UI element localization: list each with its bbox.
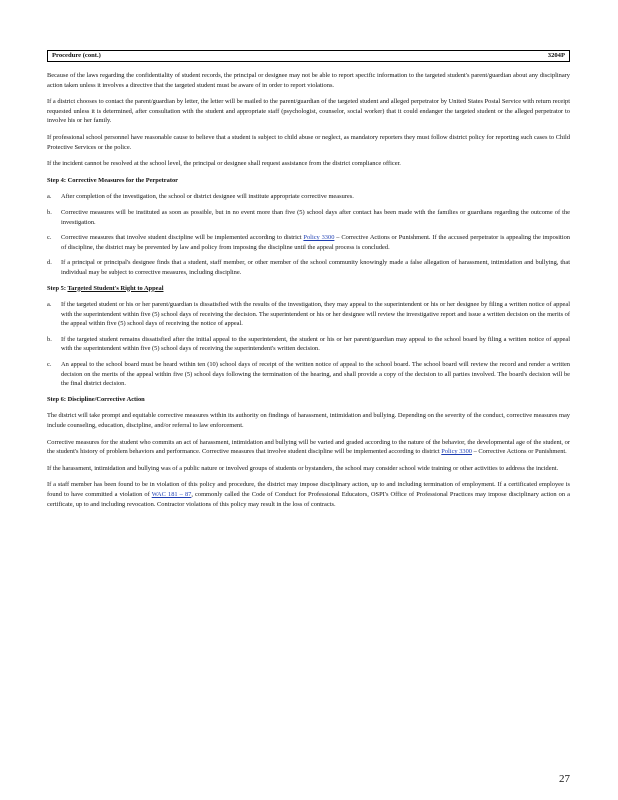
- text-before-link: Corrective measures for the student who commits an act of harassment, intimidation and bullying will be varied and graded according to the nature of the behavior, the developmental age of the student, or the student's history of problem behaviors and performance. Corrective measures that involve student discipline will be implemented according to district: [47, 438, 570, 456]
- paragraph-graded-measures: [47, 438, 570, 457]
- list-item: [47, 192, 570, 202]
- paragraph-school-wide-training: If the harassment, intimidation and bullying was of a public nature or involved groups of students or bystanders, the school may consider school wide training or other activities to address the incident.: [47, 464, 559, 472]
- text-before-link: If a staff member has been found to be in violation of this policy and procedure, the district may impose disciplinary action, up to and including termination of employment. If a certificated employee is found to have committed a violation of: [47, 481, 570, 498]
- list-item: [47, 300, 570, 329]
- list-item-text: [61, 233, 570, 252]
- list-item-text: After completion of the investigation, the school or district designee will institute appropriate corrective measures.: [61, 193, 354, 201]
- page-number: 27: [559, 773, 570, 785]
- list-item-text: Corrective measures will be instituted as soon as possible, but in no event more than five (5) school days after contact has been made with the families or guardians regarding the outcome of the investigation.: [61, 208, 570, 226]
- step-5-label: Step 5:: [47, 284, 66, 292]
- list-item-text: If the targeted student or his or her parent/guardian is dissatisfied with the results of the investigation, they may appeal to the superintendent or his or her designee by filing a written notice of appeal with the superintendent within five (5) school days of receiving the decision. The superintendent or his or her designee will review the investigative report and issue a written decision on the merits of the appeal within five (5) school days of receiving the notice of appeal.: [61, 301, 570, 328]
- paragraph-confidentiality: Because of the laws regarding the confidentiality of student records, the principal or designee may not be able to report specific information to the targeted student's parent/guardian about any disciplinary action taken unless it involves a directive that the targeted student must be aware of in order to report violations.: [47, 72, 570, 89]
- list-marker: c.: [47, 234, 52, 242]
- list-marker: a.: [47, 301, 52, 309]
- list-item: [47, 208, 570, 227]
- step-4-title: Corrective Measures for the Perpetrator: [67, 176, 178, 184]
- list-marker: b.: [47, 335, 52, 343]
- step-4-label: Step 4:: [47, 176, 66, 184]
- list-item: [47, 258, 570, 277]
- step-6-title: Discipline/Corrective Action: [67, 395, 145, 403]
- list-item-text: An appeal to the school board must be heard within ten (10) school days of receipt of the written notice of appeal to the school board. The school board will review the record and render a written decision on the merits of the appeal within five (5) school days following the termination of the hearing, and shall provide a copy of the decision to all parties involved. The board's decision will be the final district decision.: [61, 361, 570, 388]
- paragraph-letter-contact: If a district chooses to contact the parent/guardian by letter, the letter will be mailed to the parent/guardian of the targeted student and alleged perpetrator by United States Postal Service with return receipt requested unless it is determined, after consultation with the student and appropriate staff (psychologist, counselor, social worker) that it could endanger the targeted student or the alleged perpetrator to involve his or her family.: [47, 98, 570, 125]
- document-body: [47, 50, 570, 516]
- section-header: [47, 50, 570, 62]
- step-5-heading: [47, 284, 570, 294]
- header-left: Procedure (cont.): [52, 52, 101, 59]
- policy-3300-link[interactable]: Policy 3300: [303, 234, 335, 242]
- list-item: [47, 360, 570, 389]
- paragraph-staff-violations: [47, 480, 570, 509]
- text-after-link: – Corrective Actions or Punishment.: [473, 448, 567, 456]
- text-before-link: Corrective measures that involve student discipline will be implemented according to district: [61, 234, 302, 242]
- paragraph-corrective-measures: The district will take prompt and equitable corrective measures within its authority on findings of harassment, intimidation and bullying. Depending on the severity of the conduct, corrective measures may include counseling, education, discipline, and/or referral to law enforcement.: [47, 412, 571, 430]
- policy-3300-link[interactable]: Policy 3300: [441, 448, 472, 456]
- list-marker: b.: [47, 208, 52, 216]
- list-item-text: If a principal or principal's designee finds that a student, staff member, or other member of the school community knowingly made a false allegation of harassment, intimidation and bullying, that individual may be subject to corrective measures, including discipline.: [61, 259, 570, 276]
- text-after-link: , commonly called the Code of Conduct for Professional Educators, OSPI's Office of Professional Practices may impose disciplinary action on a certificate, up to and including revocation. Contractor violations of this policy may result in the loss of contracts.: [47, 491, 571, 508]
- paragraph-compliance-officer: If the incident cannot be resolved at the school level, the principal or designee shall request assistance from the district compliance officer.: [47, 160, 401, 168]
- list-marker: a.: [47, 193, 52, 201]
- list-item: [47, 233, 570, 252]
- paragraph-mandatory-reporters: If professional school personnel have reasonable cause to believe that a student is subject to child abuse or neglect, as mandatory reporters they must follow district policy for reporting such cases to Child Protective Services or the police.: [47, 133, 570, 151]
- step-6-heading: [47, 395, 570, 405]
- list-marker: c.: [47, 361, 52, 369]
- list-item: [47, 335, 570, 354]
- step-6-label: Step 6:: [47, 395, 66, 403]
- wac-181-87-link[interactable]: WAC 181 – 87: [151, 491, 192, 498]
- list-marker: d.: [47, 259, 52, 267]
- list-item-text: If the targeted student remains dissatisfied after the initial appeal to the superintendent, the student or his or her parent/guardian may appeal to the school board by filing a written notice of appeal with the superintendent within five (5) school days of receiving the superintendent's written decision.: [61, 335, 570, 353]
- step-4-heading: [47, 176, 570, 186]
- step-5-title: Targeted Student's Right to Appeal: [67, 284, 164, 292]
- step-4-list: [47, 192, 570, 277]
- text-after-link: – Corrective Actions or Punishment. If the accused perpetrator is appealing the imposition of discipline, the district may be prevented by law and policy from imposing the discipline until the appeal process is concluded.: [61, 234, 570, 251]
- step-5-list: [47, 300, 570, 389]
- header-right: 3204P: [547, 52, 565, 59]
